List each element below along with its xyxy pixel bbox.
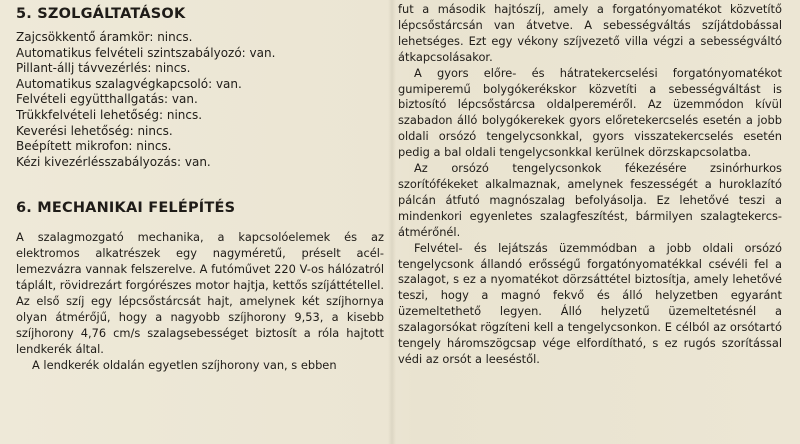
feature-item: Automatikus szalagvégkapcsoló: van. — [16, 76, 242, 91]
section-5-heading: 5. SZOLGÁLTATÁSOK — [16, 6, 186, 22]
feature-item: Beépített mikrofon: nincs. — [16, 139, 172, 154]
paragraph: A lendkerék oldalán egyetlen szíjhorony van, s ebben — [32, 357, 337, 372]
feature-item: Kézi kivezérlésszabályozás: van. — [16, 154, 211, 169]
feature-item: Automatikus felvételi szintszabályozó: van. — [16, 45, 276, 60]
feature-item: Felvételi együtthallgatás: van. — [16, 92, 198, 107]
feature-item: Keverési lehetőség: nincs. — [16, 123, 173, 138]
paragraph: Felvétel- és lejátszás üzemmódban a jobb oldali orsózó tengelycsonk állandó erősségű forgatónyomatékkal csévéli fel a szalagot, s ez a nyomatékot dörzsáttétel biztosítja, amely lehetővé teszi, hogy a magnó fekvő és álló helyzetben egyaránt üzemeltethető legyen. Álló helyzetű üzemeltetésnél a szalagorsókat rögzíteni kell a tengelycsonkon. E célból az orsótartó tengely háromszögcsap vége elfordítható, s ez rugós szorítással védi az orsót a leeséstől. — [398, 240, 782, 366]
right-column — [398, 2, 782, 368]
left-column — [16, 4, 384, 374]
feature-item: Zajcsökkentő áramkör: nincs. — [16, 30, 193, 44]
paragraph: fut a második hajtószíj, amely a forgatónyomatékot közvetítő lépcsőstárcsán van átvetve. A sebességváltás szíjátdobással lehetséges. Ezt egy vékony szíjvezető villa végzi a sebességváltó átkapcsolásakor. — [398, 2, 782, 64]
feature-item: Pillant-állj távvezérlés: nincs. — [16, 61, 191, 76]
paragraph: A gyors előre- és hátratekercselési forgatónyomatékot gumiperemű bolygókerékskor közvetíti a sebességváltást is biztosító lépcsőstárcsa oldalperemérőI. Az üzemmódon kívül szabadon álló bolygókerekek gyors előretekercselés esetén a jobb oldali orsózó tengelycsonkkal, gyors visszatekercselés esetén pedig a bal oldali tengelycsonkkal kerülnek dörzskapcsolatba. — [398, 65, 782, 160]
section-6-heading: 6. MECHANIKAI FELÉPÍTÉS — [16, 200, 236, 217]
paragraph: A szalagmozgató mechanika, a kapcsolóelemek és az elektromos alkatrészek egy nagyméretű, préselt acél-lemezvázra vannak felszerelve. A futóművet 220 V-os hálózatról táplált, rövidrezárt forgórészes motor hajtja, kettős szíjáttétellel. Az első szíj egy lépcsőstárcsát hajt, amelynek két szíjhornya olyan átmérőjű, hogy a nagyobb szíjhorony 9,53, a kisebb szíjhorony 4,76 cm/s szalagsebességet biztosít a róla hajtott lendkerék által. — [16, 230, 384, 356]
page-fold-shadow — [388, 0, 396, 444]
paragraph: Az orsózó tengelycsonkok fékezésére zsinórhurkos szorítófékeket alkalmaznak, amelynek feszességét a huroklazító pálcán átfutó magnószalag befolyásolja. Ez lehetővé teszi a mindenkori egyenletes szalagfeszítést, bármilyen szalagtekercs-átmérőnél. — [398, 161, 782, 239]
feature-list — [16, 30, 384, 170]
feature-item: Trükkfelvételi lehetőség: nincs. — [16, 107, 203, 122]
